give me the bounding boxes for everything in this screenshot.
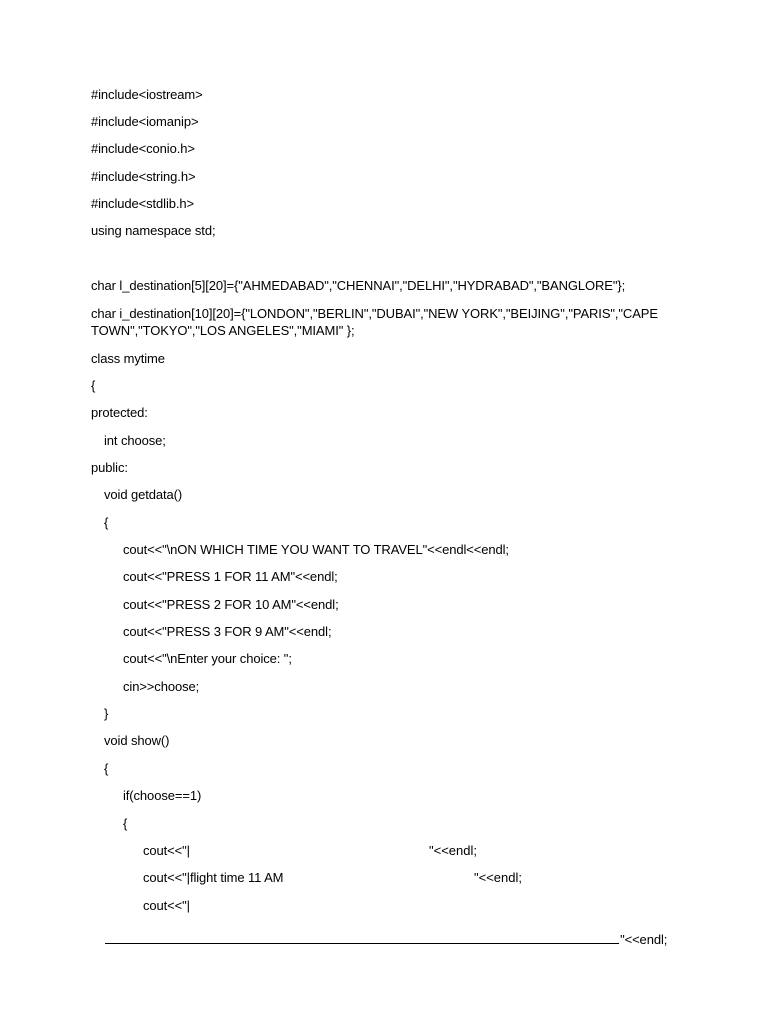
code-line-public: public:: [91, 460, 128, 475]
code-line-cout-flight-time-end: "<<endl;: [474, 870, 522, 885]
code-line-underline-end: "<<endl;: [620, 932, 668, 947]
code-line-cout-border-bottom: cout<<"|: [143, 898, 190, 913]
code-line-intl-destinations: char i_destination[10][20]={"LONDON","BERLIN","DUBAI","NEW YORK","BEIJING","PARIS","CAPE TOWN","TOKYO","LOS ANGELES","MIAMI" };: [91, 306, 658, 338]
code-line-cout-border-top: cout<<"|: [143, 843, 190, 858]
code-line-protected: protected:: [91, 405, 148, 420]
code-line-local-destinations: char l_destination[5][20]={"AHMEDABAD","CHENNAI","DELHI","HYDRABAD","BANGLORE"};: [91, 278, 626, 293]
code-line-cout-press-1: cout<<"PRESS 1 FOR 11 AM"<<endl;: [123, 569, 338, 584]
code-line-cout-enter-choice: cout<<"\nEnter your choice: ";: [123, 651, 292, 666]
code-line-include-iomanip: #include<iomanip>: [91, 114, 199, 129]
code-line-getdata-close: }: [104, 706, 109, 721]
code-line-show-decl: void show(): [104, 733, 170, 748]
code-line-int-choose: int choose;: [104, 433, 166, 448]
code-line-getdata-decl: void getdata(): [104, 487, 183, 502]
code-line-include-iostream: #include<iostream>: [91, 87, 203, 102]
underscore-run: [105, 942, 619, 944]
code-line-class-decl: class mytime: [91, 351, 165, 366]
code-line-include-conio: #include<conio.h>: [91, 141, 195, 156]
code-line-cout-travel-time: cout<<"\nON WHICH TIME YOU WANT TO TRAVEL"<<endl<<endl;: [123, 542, 509, 557]
code-line-cout-border-top-end: "<<endl;: [429, 843, 477, 858]
code-line-include-string: #include<string.h>: [91, 169, 196, 184]
code-line-cin-choose: cin>>choose;: [123, 679, 200, 694]
code-line-if-choose: if(choose==1): [123, 788, 202, 803]
code-line-cout-flight-time: cout<<"|flight time 11 AM: [143, 870, 284, 885]
code-line-cout-press-2: cout<<"PRESS 2 FOR 10 AM"<<endl;: [123, 597, 339, 612]
code-line-underline-wrap: [91, 914, 667, 965]
code-line-if-open: {: [123, 816, 128, 831]
code-line-using-namespace: using namespace std;: [91, 223, 216, 238]
code-line-show-open: {: [104, 761, 109, 776]
code-line-include-stdlib: #include<stdlib.h>: [91, 196, 194, 211]
code-line-cout-press-3: cout<<"PRESS 3 FOR 9 AM"<<endl;: [123, 624, 332, 639]
code-line-open-brace: {: [91, 378, 96, 393]
code-line-getdata-open: {: [104, 515, 109, 530]
